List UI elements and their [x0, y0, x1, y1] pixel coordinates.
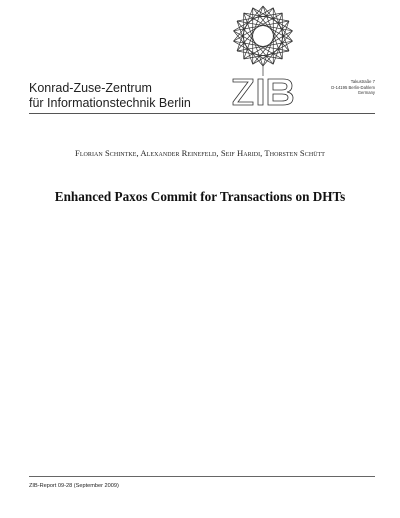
header-divider — [29, 113, 375, 114]
footer-divider — [29, 476, 375, 477]
zib-lettering-logo-icon — [231, 77, 295, 107]
zib-globe-logo-icon — [228, 2, 298, 76]
address-line-3: Germany — [357, 90, 375, 96]
institute-line-1: Konrad-Zuse-Zentrum — [29, 81, 152, 95]
author-list: Florian Schintke, Alexander Reinefeld, Seif Haridi, Thorsten Schütt — [74, 148, 326, 158]
report-number: ZIB-Report 09-28 (September 2009) — [29, 483, 119, 489]
paper-title: Enhanced Paxos Commit for Transactions on DHTs — [54, 189, 346, 204]
institute-name — [29, 81, 191, 111]
address-line-2: D-14195 Berlin-Dahlem — [331, 84, 375, 90]
institute-address — [331, 79, 375, 96]
address-line-1: Takustraße 7 — [350, 79, 375, 84]
institute-line-2: für Informationstechnik Berlin — [29, 96, 191, 110]
